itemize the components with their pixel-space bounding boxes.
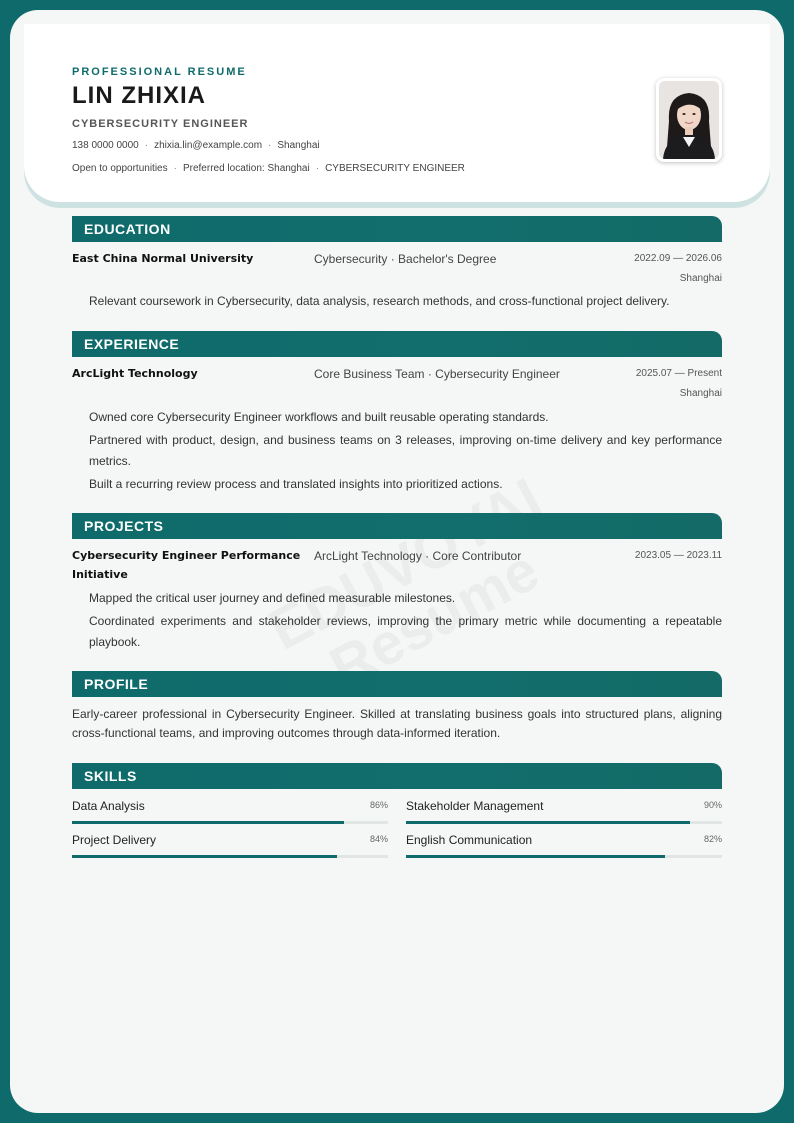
- phone-number: 138 0000 0000: [72, 140, 139, 151]
- skill-name: Data Analysis: [72, 799, 145, 813]
- profile-summary: Early-career professional in Cybersecurity Engineer. Skilled at translating business goals into structured plans, aligning cross-functional teams, and improving outcomes through data-informed iteration.: [72, 707, 722, 740]
- separator-dot: ·: [173, 163, 177, 174]
- skill-name: English Communication: [406, 833, 533, 847]
- section-profile: [72, 671, 722, 697]
- contact-line: [72, 140, 320, 151]
- separator-dot: ·: [315, 163, 320, 174]
- skill-percent: 84%: [369, 834, 388, 844]
- portrait-image: [659, 81, 719, 159]
- project-title-continued: Initiative: [72, 568, 128, 581]
- skill-percent: 86%: [369, 800, 388, 810]
- list-item: Mapped the critical user journey and defined measurable milestones.: [89, 591, 456, 605]
- skill-percent: 90%: [703, 800, 722, 810]
- experience-bullets: [89, 407, 722, 497]
- team-role: Core Business Team · Cybersecurity Engineer: [314, 367, 560, 381]
- skill-bar: [72, 821, 388, 824]
- skill-name: Project Delivery: [72, 833, 157, 847]
- education-description: Relevant coursework in Cybersecurity, data analysis, research methods, and cross-functional project delivery.: [89, 294, 670, 308]
- section-title: EXPERIENCE: [84, 336, 180, 352]
- company-name: ArcLight Technology: [72, 367, 198, 380]
- skill-bar-fill: [406, 821, 690, 824]
- section-title: PROFILE: [84, 676, 149, 692]
- separator-dot: ·: [268, 140, 272, 151]
- education-location: Shanghai: [679, 273, 722, 284]
- skill-percent: 82%: [703, 834, 722, 844]
- project-bullets: [89, 588, 722, 655]
- section-experience: [72, 331, 722, 357]
- experience-dates: 2025.07 — Present: [635, 368, 722, 379]
- separator-dot: ·: [144, 140, 149, 151]
- project-org: ArcLight Technology · Core Contributor: [314, 549, 522, 563]
- profile-photo: [656, 78, 722, 162]
- list-item: Built a recurring review process and translated insights into prioritized actions.: [89, 477, 503, 491]
- education-dates: 2022.09 — 2026.06: [634, 253, 722, 264]
- section-projects: [72, 513, 722, 539]
- skill-name: Stakeholder Management: [406, 799, 544, 813]
- preferred-location: Preferred location: Shanghai: [182, 163, 310, 174]
- contact-location: Shanghai: [277, 140, 320, 151]
- portrait-icon: [659, 81, 719, 159]
- section-education: [72, 216, 722, 242]
- skill-bar: [72, 855, 388, 858]
- section-skills: [72, 763, 722, 789]
- skill-bar: [406, 855, 722, 858]
- list-item: Owned core Cybersecurity Engineer workflows and built reusable operating standards.: [89, 410, 549, 424]
- email-address: zhixia.lin@example.com: [154, 140, 263, 151]
- experience-location: Shanghai: [679, 388, 722, 399]
- resume-page: [10, 10, 784, 1113]
- skill-bar: [406, 821, 722, 824]
- header-eyebrow: PROFESSIONAL RESUME: [72, 66, 247, 78]
- section-title: SKILLS: [84, 768, 137, 784]
- meta-line: [72, 163, 465, 174]
- candidate-role: CYBERSECURITY ENGINEER: [72, 118, 249, 130]
- list-item: Partnered with product, design, and business teams on 3 releases, improving on-time delivery and key performance metrics.: [89, 433, 722, 468]
- school-name: East China Normal University: [72, 252, 254, 265]
- candidate-name: LIN ZHIXIA: [72, 82, 206, 109]
- list-item: Coordinated experiments and stakeholder reviews, improving the primary metric while documenting a repeatable playbook.: [89, 614, 722, 649]
- skill-bar-fill: [72, 821, 344, 824]
- section-title: EDUCATION: [84, 221, 171, 237]
- skill-bar-fill: [72, 855, 337, 858]
- target-role: CYBERSECURITY ENGINEER: [325, 163, 465, 174]
- availability-status: Open to opportunities: [72, 163, 168, 174]
- project-dates: 2023.05 — 2023.11: [634, 550, 722, 561]
- resume-header: [24, 24, 770, 202]
- project-title: Cybersecurity Engineer Performance: [72, 549, 301, 562]
- degree-info: Cybersecurity · Bachelor's Degree: [314, 252, 497, 266]
- section-title: PROJECTS: [84, 518, 164, 534]
- skill-bar-fill: [406, 855, 665, 858]
